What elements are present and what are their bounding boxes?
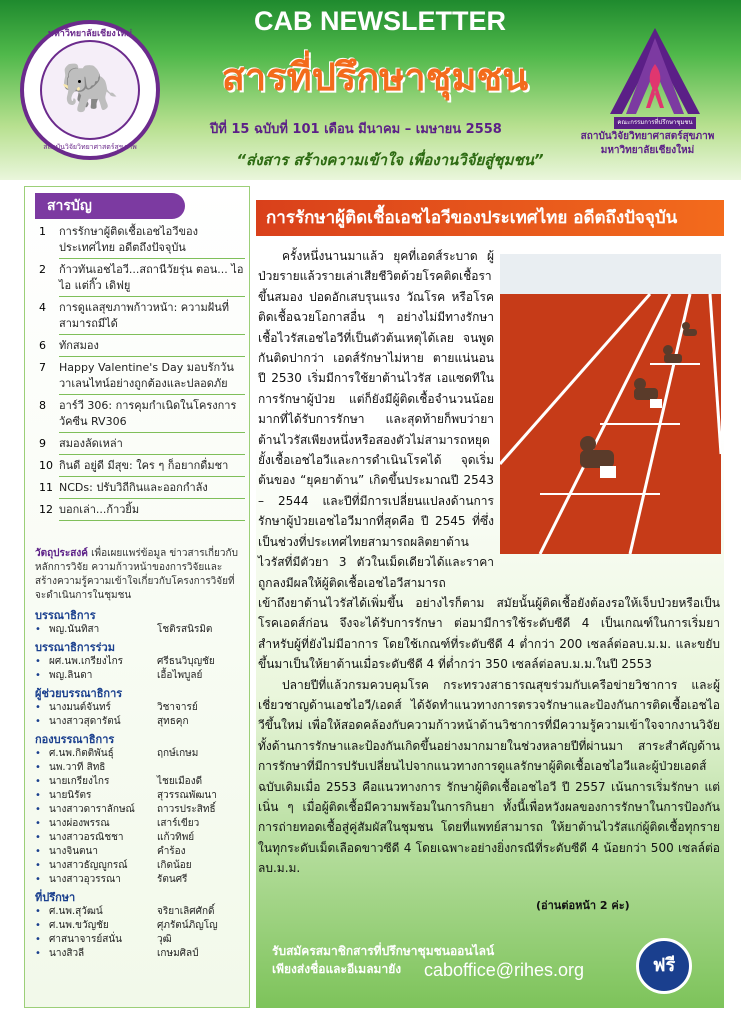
toc-item-title: ก้าวทันเอชไอวี...สถานีวัยรุ่น ตอน... ไอ ไอ แต่กิ๊ว เดิฟยู <box>59 262 245 297</box>
member-first-name: นางสาวสุดารัตน์ <box>49 716 121 727</box>
toc-item-title: การรักษาผู้ติดเชื้อเอชไอวีของประเทศไทย อดีตถึงปัจจุบัน <box>59 224 245 259</box>
member-last-name: จริยาเลิศศักดิ์ <box>157 906 215 917</box>
subscribe-footer <box>256 926 724 1008</box>
editorial-member <box>35 933 243 947</box>
member-first-name: นพ.วาที สิทธิ <box>49 762 106 773</box>
member-first-name: นางสาวอรณิชชา <box>49 832 124 843</box>
editorial-member <box>35 831 243 845</box>
member-first-name: นางสาวดาราลักษณ์ <box>49 804 135 815</box>
article-body <box>258 246 720 879</box>
toc-heading: สารบัญ <box>35 193 185 219</box>
editorial-member <box>35 947 243 961</box>
institute-line-2: มหาวิทยาลัยเชียงใหม่ <box>600 145 695 156</box>
editorial-member <box>35 919 243 933</box>
member-last-name: ฤกษ์เกษม <box>157 748 199 759</box>
editorial-board <box>35 605 243 961</box>
toc-item[interactable] <box>39 502 245 521</box>
member-first-name: นางจินตนา <box>49 846 98 857</box>
member-last-name: ไชยเมืองดี <box>157 776 203 787</box>
toc-page-number: 9 <box>39 437 46 450</box>
bullet-icon: • <box>35 846 41 857</box>
toc-item[interactable] <box>39 360 245 395</box>
editorial-member <box>35 701 243 715</box>
toc-item[interactable] <box>39 300 245 335</box>
bullet-icon: • <box>35 860 41 871</box>
toc-item-title: Happy Valentine's Day มอบรักวันวาเลนไทน์อย่างถูกต้องและปลอดภัย <box>59 360 245 395</box>
editorial-member <box>35 905 243 919</box>
toc-item[interactable] <box>39 224 245 259</box>
subscribe-line-1: รับสมัครสมาชิกสารที่ปรึกษาชุมชนออนไลน์ <box>272 944 495 958</box>
sidebar <box>24 186 250 1008</box>
logo-ring-bottom-text: สถาบันวิจัยวิทยาศาสตร์สุขภาพ <box>43 143 137 151</box>
toc-item-title: บอกเล่า...ก้าวยิ้ม <box>59 502 245 521</box>
bullet-icon: • <box>35 624 41 635</box>
email-link[interactable]: caboffice@rihes.org <box>424 960 585 980</box>
member-last-name: เกษมศิลป์ <box>157 948 199 959</box>
member-last-name: วุฒิ <box>157 934 172 945</box>
purpose-label: วัตถุประสงค์ <box>35 548 88 559</box>
purpose-block <box>35 547 241 603</box>
editorial-role: บรรณาธิการ <box>35 609 96 622</box>
table-of-contents <box>39 221 245 521</box>
member-last-name: เกิดน้อย <box>157 860 192 871</box>
thai-title: สารที่ปรึกษาชุมชน <box>221 55 529 99</box>
toc-item-title: สมองลัดเหล่า <box>59 436 245 455</box>
member-first-name: ผศ.นพ.เกรียงไกร <box>49 656 124 667</box>
member-first-name: พญ.ลินดา <box>49 670 93 681</box>
bullet-icon: • <box>35 920 41 931</box>
member-first-name: นางผ่องพรรณ <box>49 818 110 829</box>
toc-page-number: 4 <box>39 301 46 314</box>
logo-ring-top-text: มหาวิทยาลัยเชียงใหม่ <box>47 29 133 39</box>
toc-item-title: การดูแลสุขภาพก้าวหน้า: ความฝันที่สามารถมีได้ <box>59 300 245 335</box>
editorial-member <box>35 845 243 859</box>
toc-page-number: 2 <box>39 263 46 276</box>
editorial-role: ที่ปรึกษา <box>35 891 76 904</box>
member-last-name: ถาวรประสิทธิ์ <box>157 804 216 815</box>
article-paragraph-2: ปลายปีที่แล้วกรมควบคุมโรค กระทรวงสาธารณสุขร่วมกับเครือข่ายวิชาการ และผู้เชี่ยวชาญด้านเอชไอวี/เอดส์ ได้จัดทำแนวทางการตรวจรักษาและป้องกันการติดเชื้อเอชไอวีขึ้นใหม่ เพื่อให้สอดคล้องกับความก้าวหน้าด้านวิชาการที่มีความรู้ความเข้าใจจากงานวิจัยทั้งด้านการรักษาและป้องกันเกิดขึ้นอย่างมากมายในช่วงหลายปีที่ผ่านมา สาระสำคัญด้านการรักษาที่มีการปรับเปลี่ยนไปจากแนวทางการดูแลรักษาผู้ติดเชื้อเอชไอวีและผู้ป่วยเอดส์ฉบับเดิมเมื่อ 2553 คือแนวทางการ รักษาผู้ติดเชื้อเอชไอวี ปี 2557 เน้นการเริ่มรักษา แต่เนิ่น ๆ เมื่อผู้ติดเชื้อมีความพร้อมในการกินยา ทั้งนี้เพื่อหวังผลของการรักษาในการป้องกันการถ่ายทอดเชื้อสู่คู่สัมผัสในชุมชน โดยที่แพทย์สามารถ ให้ยาต้านไวรัสแก่ผู้ติดเชื้อทุกรายในทุกระดับเม็ดเลือดขาวซีดี 4 โดยเฉพาะอย่างยิ่งกรณีที่ระดับซีดี 4 น้อยกว่า 500 เซลล์ต่อลบ.ม.ม. <box>258 677 720 876</box>
toc-page-number: 11 <box>39 481 53 494</box>
member-last-name: แก้วทิพย์ <box>157 832 195 843</box>
editorial-member <box>35 817 243 831</box>
tent-ribbon-icon <box>600 24 710 120</box>
editorial-member <box>35 655 243 669</box>
toc-page-number: 10 <box>39 459 53 472</box>
free-badge: ฟรี <box>636 938 692 994</box>
editorial-member <box>35 803 243 817</box>
bullet-icon: • <box>35 702 41 713</box>
masthead <box>0 0 741 180</box>
bullet-icon: • <box>35 948 41 959</box>
toc-item[interactable] <box>39 398 245 433</box>
editorial-member <box>35 873 243 887</box>
toc-item-title: กินดี อยู่ดี มีสุข: ใคร ๆ ก็อยากดื่มชา <box>59 458 245 477</box>
toc-item[interactable] <box>39 436 245 455</box>
continued-note: (อ่านต่อหน้า 2 ค่ะ) <box>536 899 630 912</box>
editorial-role: กองบรรณาธิการ <box>35 733 115 746</box>
toc-item[interactable] <box>39 338 245 357</box>
editorial-role: บรรณาธิการร่วม <box>35 641 115 654</box>
article-title: การรักษาผู้ติดเชื้อเอชไอวีของประเทศไทย อดีตถึงปัจจุบัน <box>256 200 724 236</box>
bullet-icon: • <box>35 818 41 829</box>
member-first-name: ศาสนาจารย์สนั่น <box>49 934 122 945</box>
bullet-icon: • <box>35 656 41 667</box>
member-first-name: ศ.นพ.สุวัฒน์ <box>49 906 103 917</box>
member-first-name: นางสาวอุวรรณา <box>49 874 121 885</box>
member-last-name: วิชาจารย์ <box>157 702 198 713</box>
bullet-icon: • <box>35 762 41 773</box>
toc-page-number: 6 <box>39 339 46 352</box>
institute-line-1: สถาบันวิจัยวิทยาศาสตร์สุขภาพ <box>580 131 715 142</box>
editorial-member <box>35 775 243 789</box>
subscribe-line-2: เพียงส่งชื่อและอีเมลมายัง <box>272 962 402 976</box>
member-last-name: โชติรสนิรมิต <box>157 624 213 635</box>
member-last-name: ศุภรัตน์ภิญโญ <box>157 920 218 931</box>
bullet-icon: • <box>35 776 41 787</box>
member-last-name: สุวรรณพัฒนา <box>157 790 217 801</box>
toc-item[interactable] <box>39 458 245 477</box>
cab-logo <box>600 24 710 134</box>
editorial-member <box>35 715 243 729</box>
issue-info: ปีที่ 15 ฉบับที่ 101 เดือน มีนาคม – เมษายน 2558 <box>210 122 502 137</box>
slogan: “ส่งสาร สร้างความเข้าใจ เพื่องานวิจัยสู่ชุมชน” <box>236 151 544 169</box>
member-first-name: นายนิรัตร <box>49 790 92 801</box>
bullet-icon: • <box>35 906 41 917</box>
editorial-member <box>35 789 243 803</box>
member-first-name: ศ.นพ.กิตติพันธุ์ <box>49 748 114 759</box>
bullet-icon: • <box>35 748 41 759</box>
article-paragraph-1: ครั้งหนึ่งนานมาแล้ว ยุคที่เอดส์ระบาด ผู้ป่วยรายแล้วรายเล่าเสียชีวิตด้วยโรคติดเชื้อราขึ้นสมอง ปอดอักเสบรุนแรง วัณโรค หรือโรคติดเชื้อฉวยโอกาสอื่น ๆ อย่างไม่มีทางรักษาเชื้อไวรัสเอชไอวีที่เป็นตัวต้นเหตุได้เลย จนพูดกันติดปากว่า เอดส์รักษาไม่หาย ตายแน่นอน ปี 2530 เริ่มมีการใช้ยาต้านไวรัส เอแซดทีในการรักษาผู้ป่วย แต่ก็ยังมีผู้ติดเชื้อจำนวนน้อยมากที่ได้รับการรักษา และสุดท้ายก็พบว่ายาต้านไวรัสเพียงหนึ่งหรือสองตัวไม่สามารถหยุดยั้งเชื้อเอชไอวีและการดำเนินโรคได้ จุดเริ่มต้นของ “ยุคยาต้าน” เกิดขึ้นประมาณปี 2543 – 2544 และปีที่มีการเปลี่ยนแปลงด้านการรักษาผู้ป่วยเอชไอวีมากที่สุดคือ ปี 2545 ที่ซึ่งเป็นช่วงที่ประเทศไทยสามารถผลิตยาต้านไวรัสที่มีตัวยา 3 ตัวในเม็ดเดียวได้และราคาถูกลงมีผลให้ผู้ติดเชื้อเอชไอวีสามารถ <box>258 249 494 590</box>
member-first-name: นางสาวธัญญูกรณ์ <box>49 860 128 871</box>
member-last-name: สุทธคุก <box>157 716 189 727</box>
toc-page-number: 12 <box>39 503 53 516</box>
editorial-member <box>35 747 243 761</box>
editorial-role: ผู้ช่วยบรรณาธิการ <box>35 687 123 700</box>
cab-logo-caption: คณะกรรมการที่ปรึกษาชุมชน <box>614 117 696 129</box>
member-first-name: นายเกรียงไกร <box>49 776 110 787</box>
bullet-icon: • <box>35 832 41 843</box>
bullet-icon: • <box>35 670 41 681</box>
purpose-text: เพื่อเผยแพร่ข้อมูล ข่าวสารเกี่ยวกับหลักการวิจัย ความก้าวหน้าของการวิจัยและสร้างความรู้ความเข้าใจเกี่ยวกับโครงการวิจัยที่จะดำเนินการในชุมชน <box>35 548 238 601</box>
member-last-name: เสาร์เขียว <box>157 818 200 829</box>
member-first-name: นางมนต์จันทร์ <box>49 702 111 713</box>
editorial-member <box>35 623 243 637</box>
toc-page-number: 1 <box>39 225 46 238</box>
member-last-name: เอื้อไพบูลย์ <box>157 670 203 681</box>
bullet-icon: • <box>35 874 41 885</box>
bullet-icon: • <box>35 934 41 945</box>
member-first-name: นางสิวลี <box>49 948 85 959</box>
toc-item-title: ทักสมอง <box>59 338 245 357</box>
toc-item[interactable] <box>39 262 245 297</box>
main-article <box>256 186 724 1008</box>
member-last-name: ศรีธนวิบุญชัย <box>157 656 215 667</box>
article-paragraph-1-cont: เข้าถึงยาต้านไวรัสได้เพิ่มขึ้น อย่างไรก็ตาม สมัยนั้นผู้ติดเชื้อยังต้องรอให้เจ็บป่วยหรือเป็นโรคเอดส์ก่อน จึงจะได้รับการรักษา ต่อมามีการใช้ระดับซีดี 4 เป็นเกณฑ์ในการเริ่มยาสำหรับผู้ที่ยังไม่มีอาการ โดยใช้เกณฑ์ที่ระดับซีดี 4 ต่ำกว่า 200 เซลล์ต่อลบ.ม.ม. และขยับขึ้นมาเป็นให้ยาต้านเมื่อระดับซีดี 4 ที่ต่ำกว่า 350 เซลล์ต่อลบ.ม.ม.ในปี 2553 <box>258 595 720 672</box>
member-first-name: ศ.นพ.ขวัญชัย <box>49 920 109 931</box>
bullet-icon: • <box>35 716 41 727</box>
editorial-member <box>35 761 243 775</box>
institute-name <box>560 130 735 158</box>
editorial-member <box>35 669 243 683</box>
cmu-logo <box>20 20 160 160</box>
toc-item-title: NCDs: ปรับวิถีกินและออกกำลัง <box>59 480 245 499</box>
bullet-icon: • <box>35 790 41 801</box>
toc-item[interactable] <box>39 480 245 499</box>
bullet-icon: • <box>35 804 41 815</box>
member-last-name: คำร้อง <box>157 846 186 857</box>
toc-page-number: 8 <box>39 399 46 412</box>
editorial-member <box>35 859 243 873</box>
newsletter-title: CAB NEWSLETTER <box>254 6 506 36</box>
toc-page-number: 7 <box>39 361 46 374</box>
member-last-name: รัตนศรี <box>157 874 188 885</box>
elephant-icon: 🐘 <box>60 60 120 116</box>
member-last-name <box>157 761 243 775</box>
member-first-name: พญ.นันทิสา <box>49 624 100 635</box>
toc-item-title: อาร์วี 306: การคุมกำเนิดในโครงการวัคซีน RV306 <box>59 398 245 433</box>
